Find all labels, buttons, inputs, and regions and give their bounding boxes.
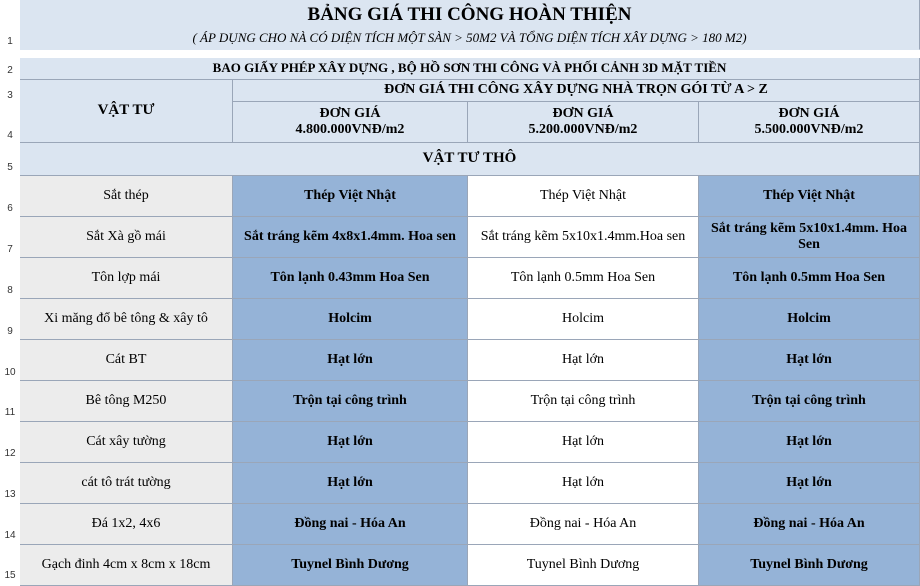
- material-cell[interactable]: Bê tông M250: [20, 381, 233, 422]
- package-3-cell[interactable]: Hạt lớn: [699, 340, 920, 381]
- row-number[interactable]: 8: [7, 285, 13, 296]
- price-label: ĐƠN GIÁ: [778, 105, 840, 121]
- price-header-3[interactable]: [699, 102, 920, 143]
- row-number[interactable]: 11: [4, 407, 16, 418]
- row-number[interactable]: 4: [7, 130, 13, 141]
- row-number[interactable]: 7: [7, 244, 13, 255]
- row-number-column: [0, 0, 20, 583]
- row-number[interactable]: 10: [4, 367, 16, 378]
- package-3-cell[interactable]: Trộn tại công trình: [699, 381, 920, 422]
- package-2-cell[interactable]: Tuynel Bình Dương: [468, 545, 699, 586]
- package-3-cell[interactable]: Sắt tráng kẽm 5x10x1.4mm. Hoa Sen: [699, 217, 920, 258]
- row-number[interactable]: 2: [7, 65, 13, 76]
- package-2-cell[interactable]: Sắt tráng kẽm 5x10x1.4mm.Hoa sen: [468, 217, 699, 258]
- package-1-cell[interactable]: Trộn tại công trình: [233, 381, 468, 422]
- price-label: ĐƠN GIÁ: [319, 105, 381, 121]
- package-2-cell[interactable]: Thép Việt Nhật: [468, 176, 699, 217]
- package-3-cell[interactable]: Hạt lớn: [699, 422, 920, 463]
- package-3-cell[interactable]: Tuynel Bình Dương: [699, 545, 920, 586]
- package-2-cell[interactable]: Đồng nai - Hóa An: [468, 504, 699, 545]
- package-3-cell[interactable]: Holcim: [699, 299, 920, 340]
- package-1-cell[interactable]: Sắt tráng kẽm 4x8x1.4mm. Hoa sen: [233, 217, 468, 258]
- package-1-cell[interactable]: Hạt lớn: [233, 463, 468, 504]
- price-header-1[interactable]: [233, 102, 468, 143]
- material-header[interactable]: VẬT TƯ: [20, 80, 233, 143]
- material-cell[interactable]: Xi măng đổ bê tông & xây tô: [20, 299, 233, 340]
- package-note[interactable]: BAO GIẤY PHÉP XÂY DỰNG , BỘ HỒ SƠN THI CÔNG VÀ PHỐI CẢNH 3D MẶT TIỀN: [20, 58, 920, 80]
- row-number[interactable]: 15: [4, 570, 16, 581]
- package-2-cell[interactable]: Tôn lạnh 0.5mm Hoa Sen: [468, 258, 699, 299]
- row-number[interactable]: 1: [7, 36, 13, 47]
- section-title[interactable]: VẬT TƯ THÔ: [20, 143, 920, 176]
- row-number[interactable]: 3: [7, 90, 13, 101]
- package-1-cell[interactable]: Holcim: [233, 299, 468, 340]
- material-cell[interactable]: Sắt thép: [20, 176, 233, 217]
- package-2-cell[interactable]: Trộn tại công trình: [468, 381, 699, 422]
- package-2-cell[interactable]: Hạt lớn: [468, 422, 699, 463]
- package-header[interactable]: ĐƠN GIÁ THI CÔNG XÂY DỰNG NHÀ TRỌN GÓI TỪ A > Z: [233, 80, 920, 102]
- material-cell[interactable]: Cát xây tường: [20, 422, 233, 463]
- page-title[interactable]: BẢNG GIÁ THI CÔNG HOÀN THIỆN: [20, 0, 920, 30]
- material-cell[interactable]: Tôn lợp mái: [20, 258, 233, 299]
- price-label: ĐƠN GIÁ: [552, 105, 614, 121]
- price-value: 5.500.000VNĐ/m2: [754, 122, 864, 137]
- material-cell[interactable]: cát tô trát tường: [20, 463, 233, 504]
- package-1-cell[interactable]: Tôn lạnh 0.43mm Hoa Sen: [233, 258, 468, 299]
- material-cell[interactable]: Cát BT: [20, 340, 233, 381]
- package-1-cell[interactable]: Hạt lớn: [233, 422, 468, 463]
- package-3-cell[interactable]: Thép Việt Nhật: [699, 176, 920, 217]
- row-number[interactable]: 13: [4, 489, 16, 500]
- package-1-cell[interactable]: Thép Việt Nhật: [233, 176, 468, 217]
- page-subtitle[interactable]: ( ÁP DỤNG CHO NÀ CÓ DIỆN TÍCH MỘT SÀN > 50M2 VÀ TỔNG DIỆN TÍCH XÂY DỰNG > 180 M2): [20, 28, 920, 50]
- row-number[interactable]: 9: [7, 326, 13, 337]
- material-cell[interactable]: Sắt Xà gồ mái: [20, 217, 233, 258]
- package-1-cell[interactable]: Đồng nai - Hóa An: [233, 504, 468, 545]
- row-number[interactable]: 14: [4, 530, 16, 541]
- price-value: 4.800.000VNĐ/m2: [295, 122, 405, 137]
- price-header-2[interactable]: [468, 102, 699, 143]
- package-1-cell[interactable]: Tuynel Bình Dương: [233, 545, 468, 586]
- package-2-cell[interactable]: Hạt lớn: [468, 340, 699, 381]
- row-number[interactable]: 12: [4, 448, 16, 459]
- price-value: 5.200.000VNĐ/m2: [528, 122, 638, 137]
- row-number[interactable]: 6: [7, 203, 13, 214]
- package-3-cell[interactable]: Đồng nai - Hóa An: [699, 504, 920, 545]
- material-cell[interactable]: Đá 1x2, 4x6: [20, 504, 233, 545]
- material-cell[interactable]: Gạch đinh 4cm x 8cm x 18cm: [20, 545, 233, 586]
- package-2-cell[interactable]: Hạt lớn: [468, 463, 699, 504]
- row-number[interactable]: 5: [7, 162, 13, 173]
- package-3-cell[interactable]: Hạt lớn: [699, 463, 920, 504]
- package-1-cell[interactable]: Hạt lớn: [233, 340, 468, 381]
- package-2-cell[interactable]: Holcim: [468, 299, 699, 340]
- package-3-cell[interactable]: Tôn lạnh 0.5mm Hoa Sen: [699, 258, 920, 299]
